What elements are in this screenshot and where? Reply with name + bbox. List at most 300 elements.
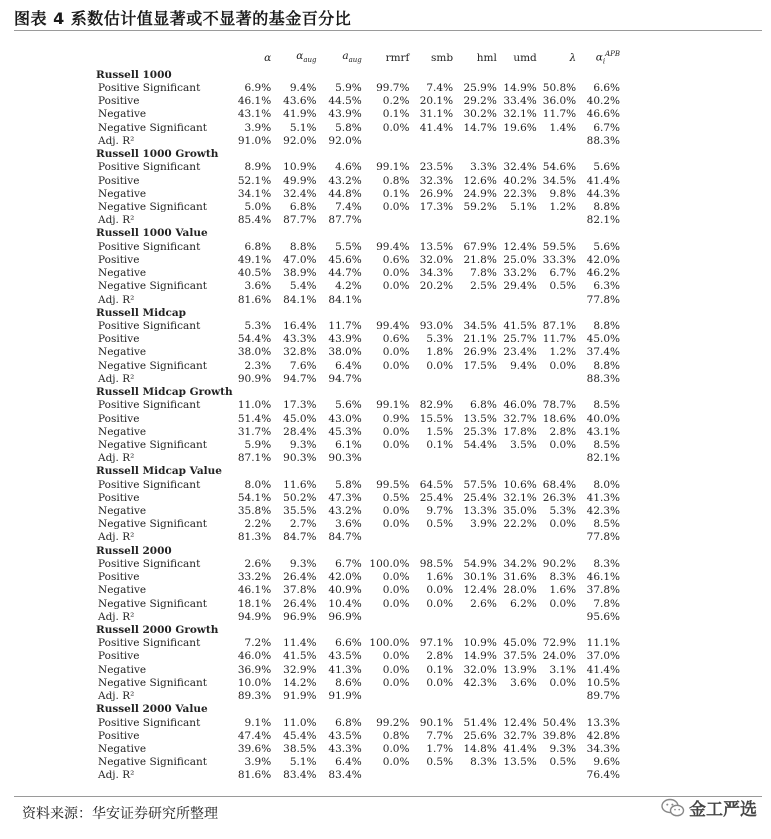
table-cell: 40.2% — [586, 95, 620, 108]
table-cell: 25.4% — [419, 491, 454, 504]
table-cell: 3.6% — [244, 280, 272, 293]
table-cell: 99.7% — [376, 82, 410, 95]
table-cell: 11.6% — [283, 478, 317, 491]
table-cell: 88.3% — [586, 372, 620, 385]
table-cell — [461, 452, 503, 465]
table-cell: 5.5% — [335, 240, 362, 253]
row-label: Adj. R² — [98, 134, 135, 147]
table-cell: 17.5% — [463, 359, 497, 372]
group-name: Russell Midcap Growth — [96, 386, 233, 399]
table-cell: 0.0% — [382, 201, 410, 213]
table-cell: 32.7% — [503, 729, 537, 742]
table-cell: 32.0% — [419, 253, 454, 266]
table-cell: 54.4% — [463, 438, 497, 451]
table-cell: 0.0% — [426, 676, 454, 689]
table-row — [96, 161, 622, 174]
table-cell: 43.5% — [328, 650, 362, 663]
table-cell: 10.6% — [503, 478, 537, 491]
table-cell: 34.1% — [237, 187, 272, 200]
table-cell: 7.4% — [426, 82, 454, 95]
table-cell: 9.4% — [289, 82, 317, 95]
table-cell: 5.6% — [335, 399, 362, 412]
table-cell: 6.9% — [244, 82, 272, 95]
footer-divider — [14, 796, 762, 797]
table-cell: 37.8% — [586, 584, 620, 597]
table-row — [96, 426, 622, 439]
table-cell: 0.1% — [426, 663, 454, 676]
table-cell: 34.5% — [463, 319, 497, 332]
table-cell — [503, 452, 543, 465]
table-cell: 40.0% — [586, 412, 620, 425]
table-row — [96, 399, 622, 412]
table-cell: 99.5% — [376, 478, 410, 491]
table-cell: 43.0% — [328, 412, 362, 425]
table-cell: 31.7% — [237, 425, 272, 438]
table-row — [96, 558, 622, 571]
table-cell: 17.3% — [283, 399, 317, 412]
table-cell — [415, 452, 461, 465]
brand-watermark — [661, 795, 757, 820]
table-cell: 10.9% — [463, 637, 497, 650]
table-cell: 7.8% — [470, 267, 497, 280]
table-row — [96, 743, 622, 756]
table-cell: 41.3% — [586, 491, 620, 504]
row-label: Negative — [98, 425, 147, 438]
table-cell: 99.1% — [376, 161, 410, 174]
table-cell: 47.4% — [237, 729, 272, 742]
table-cell: 1.8% — [426, 346, 454, 359]
table-cell: 0.0% — [549, 597, 577, 610]
table-cell: 84.1% — [328, 293, 362, 306]
group-name: Russell Midcap Value — [96, 465, 222, 478]
table-cell: 32.8% — [283, 346, 317, 359]
table-cell: 21.8% — [463, 253, 497, 266]
table-cell: 99.4% — [376, 319, 410, 332]
table-row — [96, 571, 622, 584]
table-cell: 6.3% — [593, 280, 620, 293]
row-label: Positive — [98, 571, 140, 584]
table-cell: 96.9% — [283, 610, 317, 623]
table-body — [96, 69, 622, 783]
table-row — [96, 346, 622, 359]
table-cell: 0.0% — [382, 346, 410, 359]
table-cell: 13.3% — [586, 716, 620, 729]
table-cell: 1.6% — [549, 584, 577, 597]
group-header-row — [96, 227, 622, 240]
table-cell: 40.9% — [328, 584, 362, 597]
table-cell: 7.7% — [426, 729, 454, 742]
table-cell: 5.1% — [510, 201, 537, 213]
table-cell: 0.0% — [382, 280, 410, 293]
table-cell: 17.3% — [419, 201, 454, 213]
table-cell: 72.9% — [542, 637, 577, 650]
row-label: Negative — [98, 267, 147, 280]
table-cell: 43.1% — [237, 108, 272, 121]
table-cell: 47.3% — [328, 491, 362, 504]
header-blank — [96, 48, 234, 69]
table-cell: 7.8% — [593, 597, 620, 610]
table-cell: 35.5% — [283, 505, 317, 518]
table-cell: 0.5% — [426, 756, 454, 769]
table-cell: 0.5% — [382, 491, 410, 504]
table-cell: 26.3% — [542, 491, 577, 504]
table-cell: 10.9% — [283, 161, 317, 174]
table-cell: 0.0% — [382, 663, 410, 676]
table-cell: 25.0% — [503, 253, 537, 266]
table-cell: 43.5% — [328, 729, 362, 742]
table-cell — [503, 690, 543, 703]
table-cell: 12.6% — [463, 174, 497, 187]
table-cell: 3.9% — [244, 756, 272, 769]
table-cell: 41.4% — [503, 742, 537, 755]
table-cell: 99.4% — [376, 240, 410, 253]
table-cell: 42.3% — [586, 505, 620, 518]
group-name: Russell 2000 Growth — [96, 624, 219, 636]
row-label: Positive — [98, 650, 140, 663]
table-cell: 43.3% — [328, 742, 362, 755]
table-cell: 43.1% — [586, 425, 620, 438]
table-cell: 50.2% — [283, 491, 317, 504]
table-cell: 41.5% — [503, 319, 537, 332]
table-cell: 46.0% — [237, 650, 272, 663]
table-cell: 6.7% — [335, 557, 362, 570]
table-cell: 38.0% — [237, 346, 272, 359]
table-cell: 2.7% — [289, 518, 317, 531]
row-label: Negative — [98, 346, 147, 359]
table-cell: 0.0% — [382, 505, 410, 518]
row-label: Adj. R² — [98, 531, 135, 544]
table-cell: 12.4% — [503, 716, 537, 729]
table-cell: 8.3% — [470, 756, 497, 769]
table-cell: 93.0% — [419, 319, 454, 332]
table-row — [96, 267, 622, 280]
table-cell: 49.1% — [237, 253, 272, 266]
table-cell: 82.9% — [419, 399, 454, 412]
table-cell: 52.1% — [237, 174, 272, 187]
table-cell: 11.0% — [283, 716, 317, 729]
table-row — [96, 135, 622, 148]
table-cell: 95.6% — [586, 610, 620, 623]
table-cell: 3.5% — [510, 438, 537, 451]
table-cell: 0.6% — [382, 253, 410, 266]
table-row — [96, 717, 622, 730]
table-cell: 33.3% — [542, 253, 577, 266]
table-cell: 43.9% — [328, 333, 362, 346]
table-row — [96, 479, 622, 492]
table-row — [96, 664, 622, 677]
table-cell: 32.1% — [503, 491, 537, 504]
table-cell: 81.6% — [237, 293, 272, 306]
table-cell: 87.1% — [542, 319, 577, 332]
table-cell: 0.5% — [549, 756, 577, 769]
table-cell: 35.0% — [503, 505, 537, 518]
table-cell: 0.0% — [382, 425, 410, 438]
table-cell: 2.8% — [426, 650, 454, 663]
table-cell: 5.1% — [289, 756, 317, 769]
table-cell: 98.5% — [419, 557, 454, 570]
table-cell: 84.1% — [283, 293, 317, 306]
table-cell: 29.4% — [503, 280, 537, 293]
table-cell: 17.8% — [503, 425, 537, 438]
table-cell: 0.0% — [382, 584, 410, 597]
table-cell: 14.8% — [463, 742, 497, 755]
table-cell: 1.2% — [549, 201, 577, 213]
row-label: Positive Significant — [98, 82, 201, 95]
table-cell: 18.6% — [542, 412, 577, 425]
table-cell — [461, 531, 503, 544]
table-cell: 14.7% — [463, 121, 497, 134]
table-cell: 1.7% — [426, 742, 454, 755]
table-cell: 8.3% — [549, 571, 577, 584]
row-label: Negative Significant — [98, 518, 207, 531]
table-cell — [366, 452, 416, 465]
table-cell: 14.9% — [463, 650, 497, 663]
table-cell: 46.1% — [237, 584, 272, 597]
table-cell: 2.6% — [244, 557, 272, 570]
table-cell: 100.0% — [369, 557, 410, 570]
table-cell: 25.9% — [463, 82, 497, 95]
table-cell: 14.2% — [283, 676, 317, 689]
table-cell: 11.0% — [237, 399, 272, 412]
table-cell — [503, 531, 543, 544]
table-cell: 38.9% — [283, 267, 317, 280]
col-alpha: α — [264, 51, 272, 64]
table-cell — [366, 611, 416, 624]
table-cell: 57.5% — [463, 478, 497, 491]
table-cell: 89.3% — [237, 690, 272, 703]
row-label: Negative Significant — [98, 201, 207, 213]
row-label: Negative Significant — [98, 121, 207, 134]
table-cell: 32.1% — [503, 108, 537, 121]
table-cell — [543, 135, 584, 148]
table-cell: 91.9% — [328, 690, 362, 703]
table-row — [96, 637, 622, 650]
table-cell — [503, 373, 543, 386]
table-cell: 11.4% — [283, 637, 317, 650]
table-cell: 0.2% — [382, 95, 410, 108]
table-cell: 26.4% — [283, 571, 317, 584]
table-cell: 82.1% — [586, 452, 620, 465]
results-table — [96, 48, 622, 783]
table-cell: 34.3% — [586, 742, 620, 755]
row-label: Negative — [98, 108, 147, 121]
table-row — [96, 769, 622, 782]
header-row — [96, 48, 622, 69]
table-cell — [366, 690, 416, 703]
table-cell: 0.0% — [382, 756, 410, 769]
table-cell: 45.3% — [328, 425, 362, 438]
row-label: Positive Significant — [98, 319, 201, 332]
table-cell: 32.7% — [503, 412, 537, 425]
table-cell: 92.0% — [328, 134, 362, 147]
table-row — [96, 214, 622, 227]
table-cell: 1.5% — [426, 425, 454, 438]
table-cell: 0.0% — [382, 742, 410, 755]
table-cell: 13.3% — [463, 505, 497, 518]
table-cell: 5.1% — [289, 121, 317, 134]
table-cell: 3.6% — [335, 518, 362, 531]
table-cell: 6.1% — [335, 438, 362, 451]
group-name: Russell 1000 — [96, 68, 172, 81]
table-cell: 92.0% — [283, 134, 317, 147]
group-name: Russell 1000 Value — [96, 227, 208, 240]
table-cell: 2.8% — [549, 425, 577, 438]
table-cell: 8.6% — [335, 676, 362, 689]
table-cell: 8.8% — [593, 359, 620, 372]
table-cell — [415, 690, 461, 703]
table-cell: 40.5% — [237, 267, 272, 280]
table-cell: 6.4% — [335, 359, 362, 372]
table-cell: 44.7% — [328, 267, 362, 280]
row-label: Positive Significant — [98, 161, 201, 174]
table-cell — [543, 452, 584, 465]
row-label: Negative — [98, 187, 147, 200]
table-cell — [366, 214, 416, 227]
table-cell: 5.4% — [289, 280, 317, 293]
col-alpha-apb: $\alpha_i^{APB}$ — [595, 50, 620, 66]
table-cell: 1.4% — [549, 121, 577, 134]
table-cell: 91.9% — [283, 690, 317, 703]
table-cell: 0.0% — [382, 676, 410, 689]
table-cell: 51.4% — [463, 716, 497, 729]
table-cell: 3.9% — [470, 518, 497, 531]
table-row — [96, 690, 622, 703]
table-cell: 42.3% — [463, 676, 497, 689]
table-cell: 9.6% — [593, 756, 620, 769]
table-cell — [543, 611, 584, 624]
table-row — [96, 82, 622, 95]
table-cell: 13.5% — [419, 240, 454, 253]
table-cell: 41.5% — [283, 650, 317, 663]
table-cell — [503, 135, 543, 148]
table-cell: 5.0% — [244, 201, 272, 213]
table-cell: 9.3% — [289, 438, 317, 451]
table-cell — [461, 294, 503, 307]
col-rmrf: rmrf — [385, 51, 410, 64]
brand-name: 金工严选 — [689, 800, 757, 820]
table-cell — [415, 294, 461, 307]
table-cell: 10.5% — [586, 676, 620, 689]
col-hml: hml — [476, 51, 497, 64]
row-label: Negative — [98, 584, 147, 597]
table-cell: 15.5% — [419, 412, 454, 425]
table-cell: 88.3% — [586, 134, 620, 147]
table-row — [96, 373, 622, 386]
table-cell: 0.1% — [382, 187, 410, 200]
row-label: Positive — [98, 95, 140, 108]
table-cell: 87.7% — [328, 214, 362, 227]
row-label: Adj. R² — [98, 452, 135, 465]
table-cell: 43.9% — [328, 108, 362, 121]
table-cell: 8.8% — [593, 319, 620, 332]
table-cell: 44.8% — [328, 187, 362, 200]
row-label: Negative — [98, 742, 147, 755]
table-row — [96, 122, 622, 135]
row-label: Adj. R² — [98, 690, 135, 703]
row-label: Positive — [98, 412, 140, 425]
table-cell: 2.6% — [470, 597, 497, 610]
table-cell — [543, 690, 584, 703]
table-cell: 46.0% — [503, 399, 537, 412]
row-label: Positive — [98, 253, 140, 266]
table-cell: 41.3% — [328, 663, 362, 676]
table-cell: 84.7% — [283, 531, 317, 544]
table-cell: 43.2% — [328, 174, 362, 187]
row-label: Negative Significant — [98, 359, 207, 372]
table-cell: 9.4% — [510, 359, 537, 372]
table-cell: 46.1% — [237, 95, 272, 108]
table-cell: 84.7% — [328, 531, 362, 544]
table-cell: 6.2% — [510, 597, 537, 610]
table-cell: 37.5% — [503, 650, 537, 663]
table-cell: 8.5% — [593, 518, 620, 531]
table-cell: 43.2% — [328, 505, 362, 518]
table-cell: 54.6% — [542, 161, 577, 174]
table-row — [96, 452, 622, 465]
col-smb: smb — [430, 51, 454, 64]
table-cell — [461, 373, 503, 386]
table-cell: 5.3% — [244, 319, 272, 332]
row-label: Adj. R² — [98, 372, 135, 385]
table-cell: 83.4% — [328, 769, 362, 782]
table-cell: 0.8% — [382, 174, 410, 187]
table-row — [96, 201, 622, 214]
source-note: 资料来源：华安证券研究所整理 — [22, 806, 218, 822]
table-cell: 46.1% — [586, 571, 620, 584]
table-cell: 19.6% — [503, 121, 537, 134]
table-cell: 25.7% — [503, 333, 537, 346]
table-cell: 25.4% — [463, 491, 497, 504]
table-cell: 85.4% — [237, 214, 272, 227]
table-cell: 77.8% — [586, 293, 620, 306]
row-label: Positive — [98, 729, 140, 742]
table-cell — [366, 769, 416, 782]
table-cell: 99.2% — [376, 716, 410, 729]
table-cell: 14.9% — [503, 82, 537, 95]
table-cell: 10.0% — [237, 676, 272, 689]
row-label: Negative Significant — [98, 438, 207, 451]
table-cell — [543, 294, 584, 307]
table-cell: 59.2% — [463, 201, 497, 213]
table-cell: 34.3% — [419, 267, 454, 280]
row-label: Negative Significant — [98, 756, 207, 769]
figure-title: 图表 4 系数估计值显著或不显著的基金百分比 — [14, 9, 352, 28]
table-cell: 41.9% — [283, 108, 317, 121]
col-lambda: λ — [569, 51, 577, 64]
row-label: Adj. R² — [98, 214, 135, 227]
table-cell: 33.2% — [503, 267, 537, 280]
table-cell: 11.1% — [586, 637, 620, 650]
table-row — [96, 730, 622, 743]
table-cell: 87.1% — [237, 452, 272, 465]
table-cell: 0.0% — [426, 597, 454, 610]
row-label: Negative Significant — [98, 280, 207, 293]
table-cell: 0.0% — [549, 359, 577, 372]
table-cell: 26.9% — [419, 187, 454, 200]
table-row — [96, 531, 622, 544]
table-row — [96, 320, 622, 333]
row-label: Adj. R² — [98, 610, 135, 623]
table-cell: 54.1% — [237, 491, 272, 504]
table-cell: 7.6% — [289, 359, 317, 372]
table-cell: 4.2% — [335, 280, 362, 293]
row-label: Positive Significant — [98, 637, 201, 650]
table-cell: 45.6% — [328, 253, 362, 266]
table-cell — [415, 611, 461, 624]
row-label: Positive Significant — [98, 399, 201, 412]
table-cell: 94.7% — [328, 372, 362, 385]
table-cell: 59.5% — [542, 240, 577, 253]
